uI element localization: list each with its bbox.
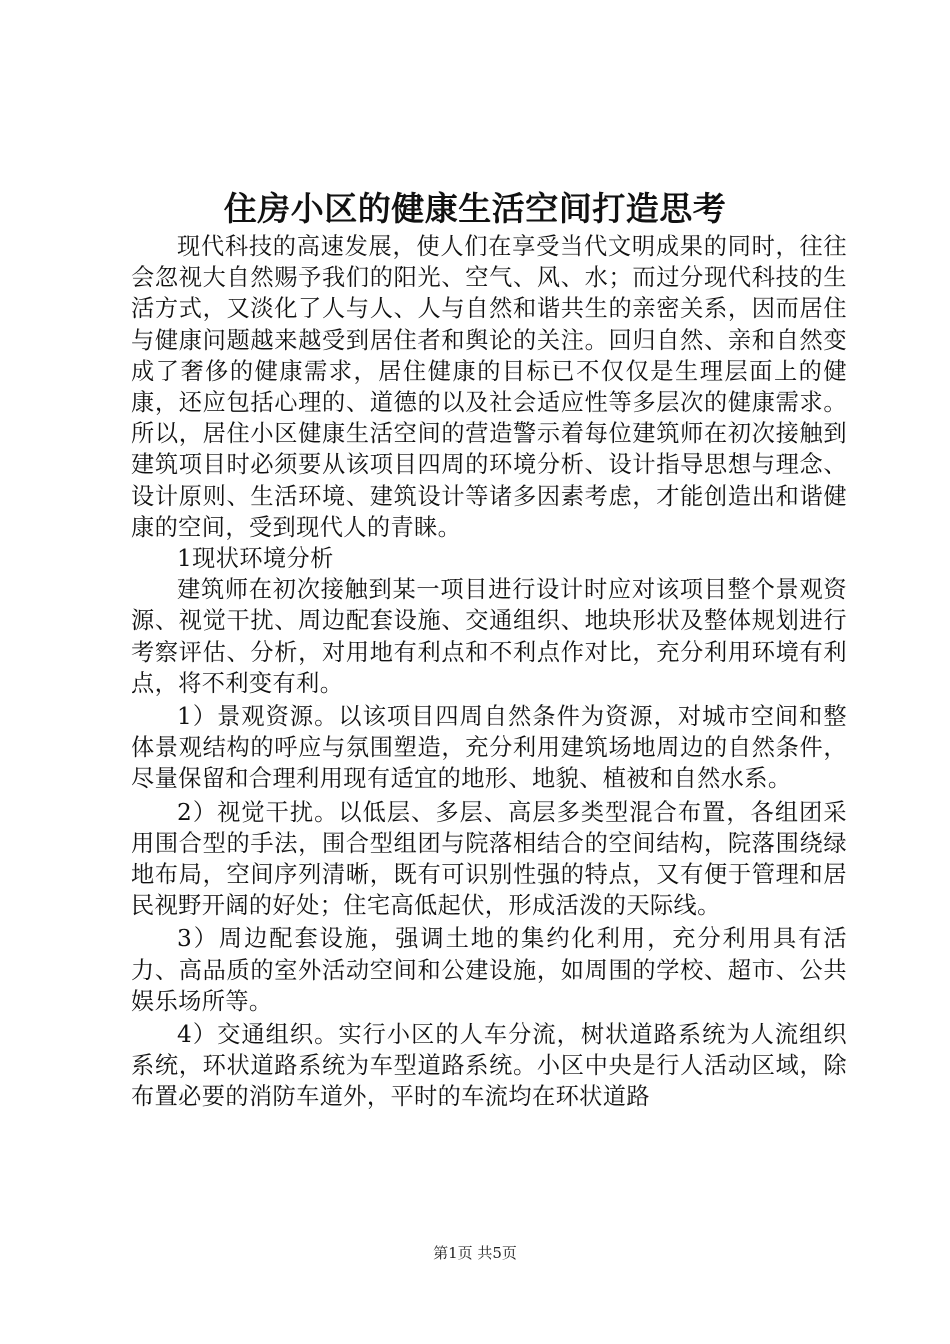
list-item-traffic: 4）交通组织。实行小区的人车分流，树状道路系统为人流组织系统，环状道路系统为车型道路系统。小区中央是行人活动区域，除布置必要的消防车道外，平时的车流均在环状道路: [131, 1021, 847, 1111]
document-title: 住房小区的健康生活空间打造思考: [223, 189, 727, 228]
section-1-paragraph: 建筑师在初次接触到某一项目进行设计时应对该项目整个景观资源、视觉干扰、周边配套设施、交通组织、地块形状及整体规划进行考察评估、分析，对用地有利点和不利点作对比，充分利用环境有利点，将不利变有利。: [131, 576, 847, 697]
list-item-visual: 2）视觉干扰。以低层、多层、高层多类型混合布置，各组团采用围合型的手法，围合型组团与院落相结合的空间结构，院落围绕绿地布局，空间序列清晰，既有可识别性强的特点，又有便于管理和居民视野开阔的好处；住宅高低起伏，形成活泼的天际线。: [131, 798, 847, 920]
list-item-landscape: 1）景观资源。以该项目四周自然条件为资源，对城市空间和整体景观结构的呼应与氛围塑造，充分利用建筑场地周边的自然条件，尽量保留和合理利用现有适宜的地形、地貌、植被和自然水系。: [131, 703, 847, 793]
intro-paragraph: 现代科技的高速发展，使人们在享受当代文明成果的同时，往往会忽视大自然赐予我们的阳光、空气、风、水；而过分现代科技的生活方式，又淡化了人与人、人与自然和谐共生的亲密关系，因而居住与健康问题越来越受到居住者和舆论的关注。回归自然、亲和自然变成了奢侈的健康需求，居住健康的目标已不仅仅是生理层面上的健康，还应包括心理的、道德的以及社会适应性等多层次的健康需求。所以，居住小区健康生活空间的营造警示着每位建筑师在初次接触到建筑项目时必须要从该项目四周的环境分析、设计指导思想与理念、设计原则、生活环境、建筑设计等诸多因素考虑，才能创造出和谐健康的空间，受到现代人的青睐。: [131, 233, 847, 541]
page-number-footer: 第1页 共5页: [433, 1244, 517, 1262]
document-body: [131, 231, 847, 1113]
section-heading-1: 1现状环境分析: [177, 545, 334, 573]
list-item-facilities: 3）周边配套设施，强调土地的集约化利用，充分利用具有活力、高品质的室外活动空间和公建设施，如周围的学校、超市、公共娱乐场所等。: [131, 925, 847, 1015]
